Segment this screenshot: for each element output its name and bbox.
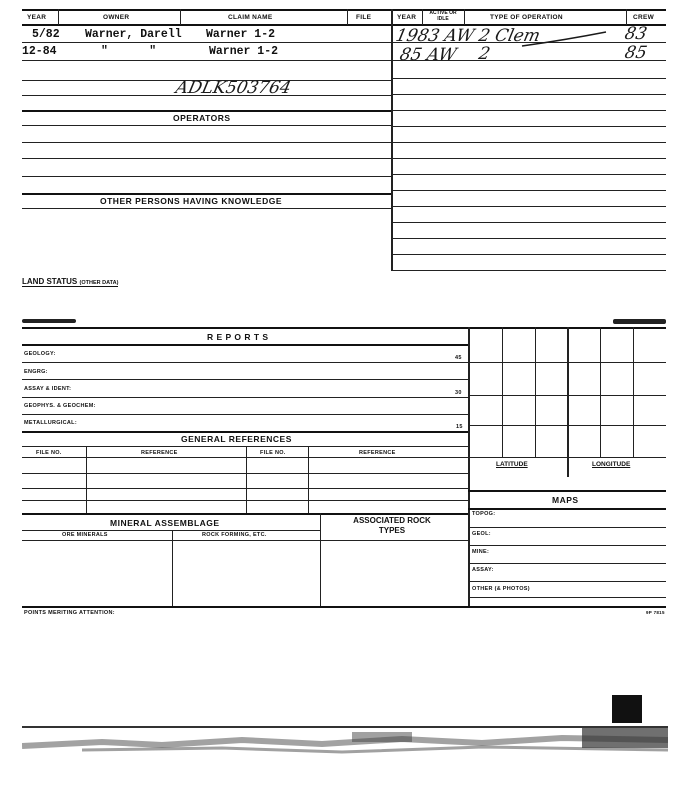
maps-topog: TOPOG: xyxy=(472,511,496,517)
header-year-2: YEAR xyxy=(397,14,417,21)
activity-row-2-year-status: 85 AW xyxy=(397,45,459,65)
reports-heading: R E P O R T S xyxy=(207,332,269,342)
mineral-assemblage-heading: MINERAL ASSEMBLAGE xyxy=(110,518,220,528)
ref-reference-header: REFERENCE xyxy=(141,450,178,456)
report-geophys: GEOPHYS. & GEOCHEM: xyxy=(24,403,96,409)
report-engrg: ENGRG: xyxy=(24,369,48,375)
land-status-heading: LAND STATUS (OTHER DATA) xyxy=(22,277,119,286)
report-metallurgical: METALLURGICAL: xyxy=(24,420,77,426)
activity-row-2-crew: 85 xyxy=(622,43,649,63)
owner-row-2-year: 12-84 xyxy=(22,45,57,58)
activity-row-2-operation: 2 xyxy=(476,44,492,64)
form-number: 9P 7815 xyxy=(646,610,665,615)
maps-geol: GEOL: xyxy=(472,531,491,537)
report-geology-num: 45 xyxy=(455,355,462,361)
activity-row-1-year-status: 1983 AW xyxy=(393,26,476,46)
header-active-or-idle: ACTIVE OR IDLE xyxy=(429,10,457,22)
report-metallurgical-num: 15 xyxy=(456,424,463,430)
header-owner: OWNER xyxy=(103,14,130,21)
latitude-label: LATITUDE xyxy=(496,461,528,468)
ref-file-no-header: FILE NO. xyxy=(36,450,62,456)
points-meriting-attention: POINTS MERITING ATTENTION: xyxy=(24,610,115,616)
owner-row-2-claim: Warner 1-2 xyxy=(209,45,279,58)
operation-underline xyxy=(520,30,610,50)
scan-artifact-bar xyxy=(22,319,76,323)
activity-row-1-crew: 83 xyxy=(622,24,649,44)
report-assay-num: 30 xyxy=(455,390,462,396)
ore-minerals-header: ORE MINERALS xyxy=(62,532,108,538)
rock-forming-header: ROCK FORMING, ETC. xyxy=(202,532,267,538)
owner-row-1-claim: Warner 1-2 xyxy=(206,28,276,41)
owner-row-2-owner: " " xyxy=(101,45,157,58)
ref-reference-header-2: REFERENCE xyxy=(359,450,396,456)
maps-heading: MAPS xyxy=(552,495,579,505)
maps-other: OTHER (& PHOTOS) xyxy=(472,586,530,592)
owner-row-1-year: 5/82 xyxy=(32,28,60,41)
operators-heading: OPERATORS xyxy=(173,113,231,123)
report-geology: GEOLOGY: xyxy=(24,351,56,357)
header-crew: CREW xyxy=(633,14,655,21)
maps-mine: MINE: xyxy=(472,549,490,555)
handwritten-file-id: ADLK503764 xyxy=(173,78,293,98)
longitude-label: LONGITUDE xyxy=(592,461,631,468)
general-references-heading: GENERAL REFERENCES xyxy=(181,434,292,444)
header-year: YEAR xyxy=(27,14,47,21)
scan-noise-band xyxy=(22,690,668,770)
header-claim-name: CLAIM NAME xyxy=(228,14,273,21)
header-type-of-operation: TYPE OF OPERATION xyxy=(490,14,563,21)
owner-row-1-owner: Warner, Darell xyxy=(85,28,182,41)
activity-row-1-operation: 2 Clem xyxy=(476,26,542,46)
report-assay: ASSAY & IDENT: xyxy=(24,386,72,392)
ref-file-no-header-2: FILE NO. xyxy=(260,450,286,456)
other-persons-heading: OTHER PERSONS HAVING KNOWLEDGE xyxy=(100,196,283,206)
associated-rock-types-heading: ASSOCIATED ROCK TYPES xyxy=(353,516,431,535)
header-file: FILE xyxy=(356,14,372,21)
maps-assay: ASSAY: xyxy=(472,567,494,573)
scan-artifact-bar-right xyxy=(613,319,666,324)
